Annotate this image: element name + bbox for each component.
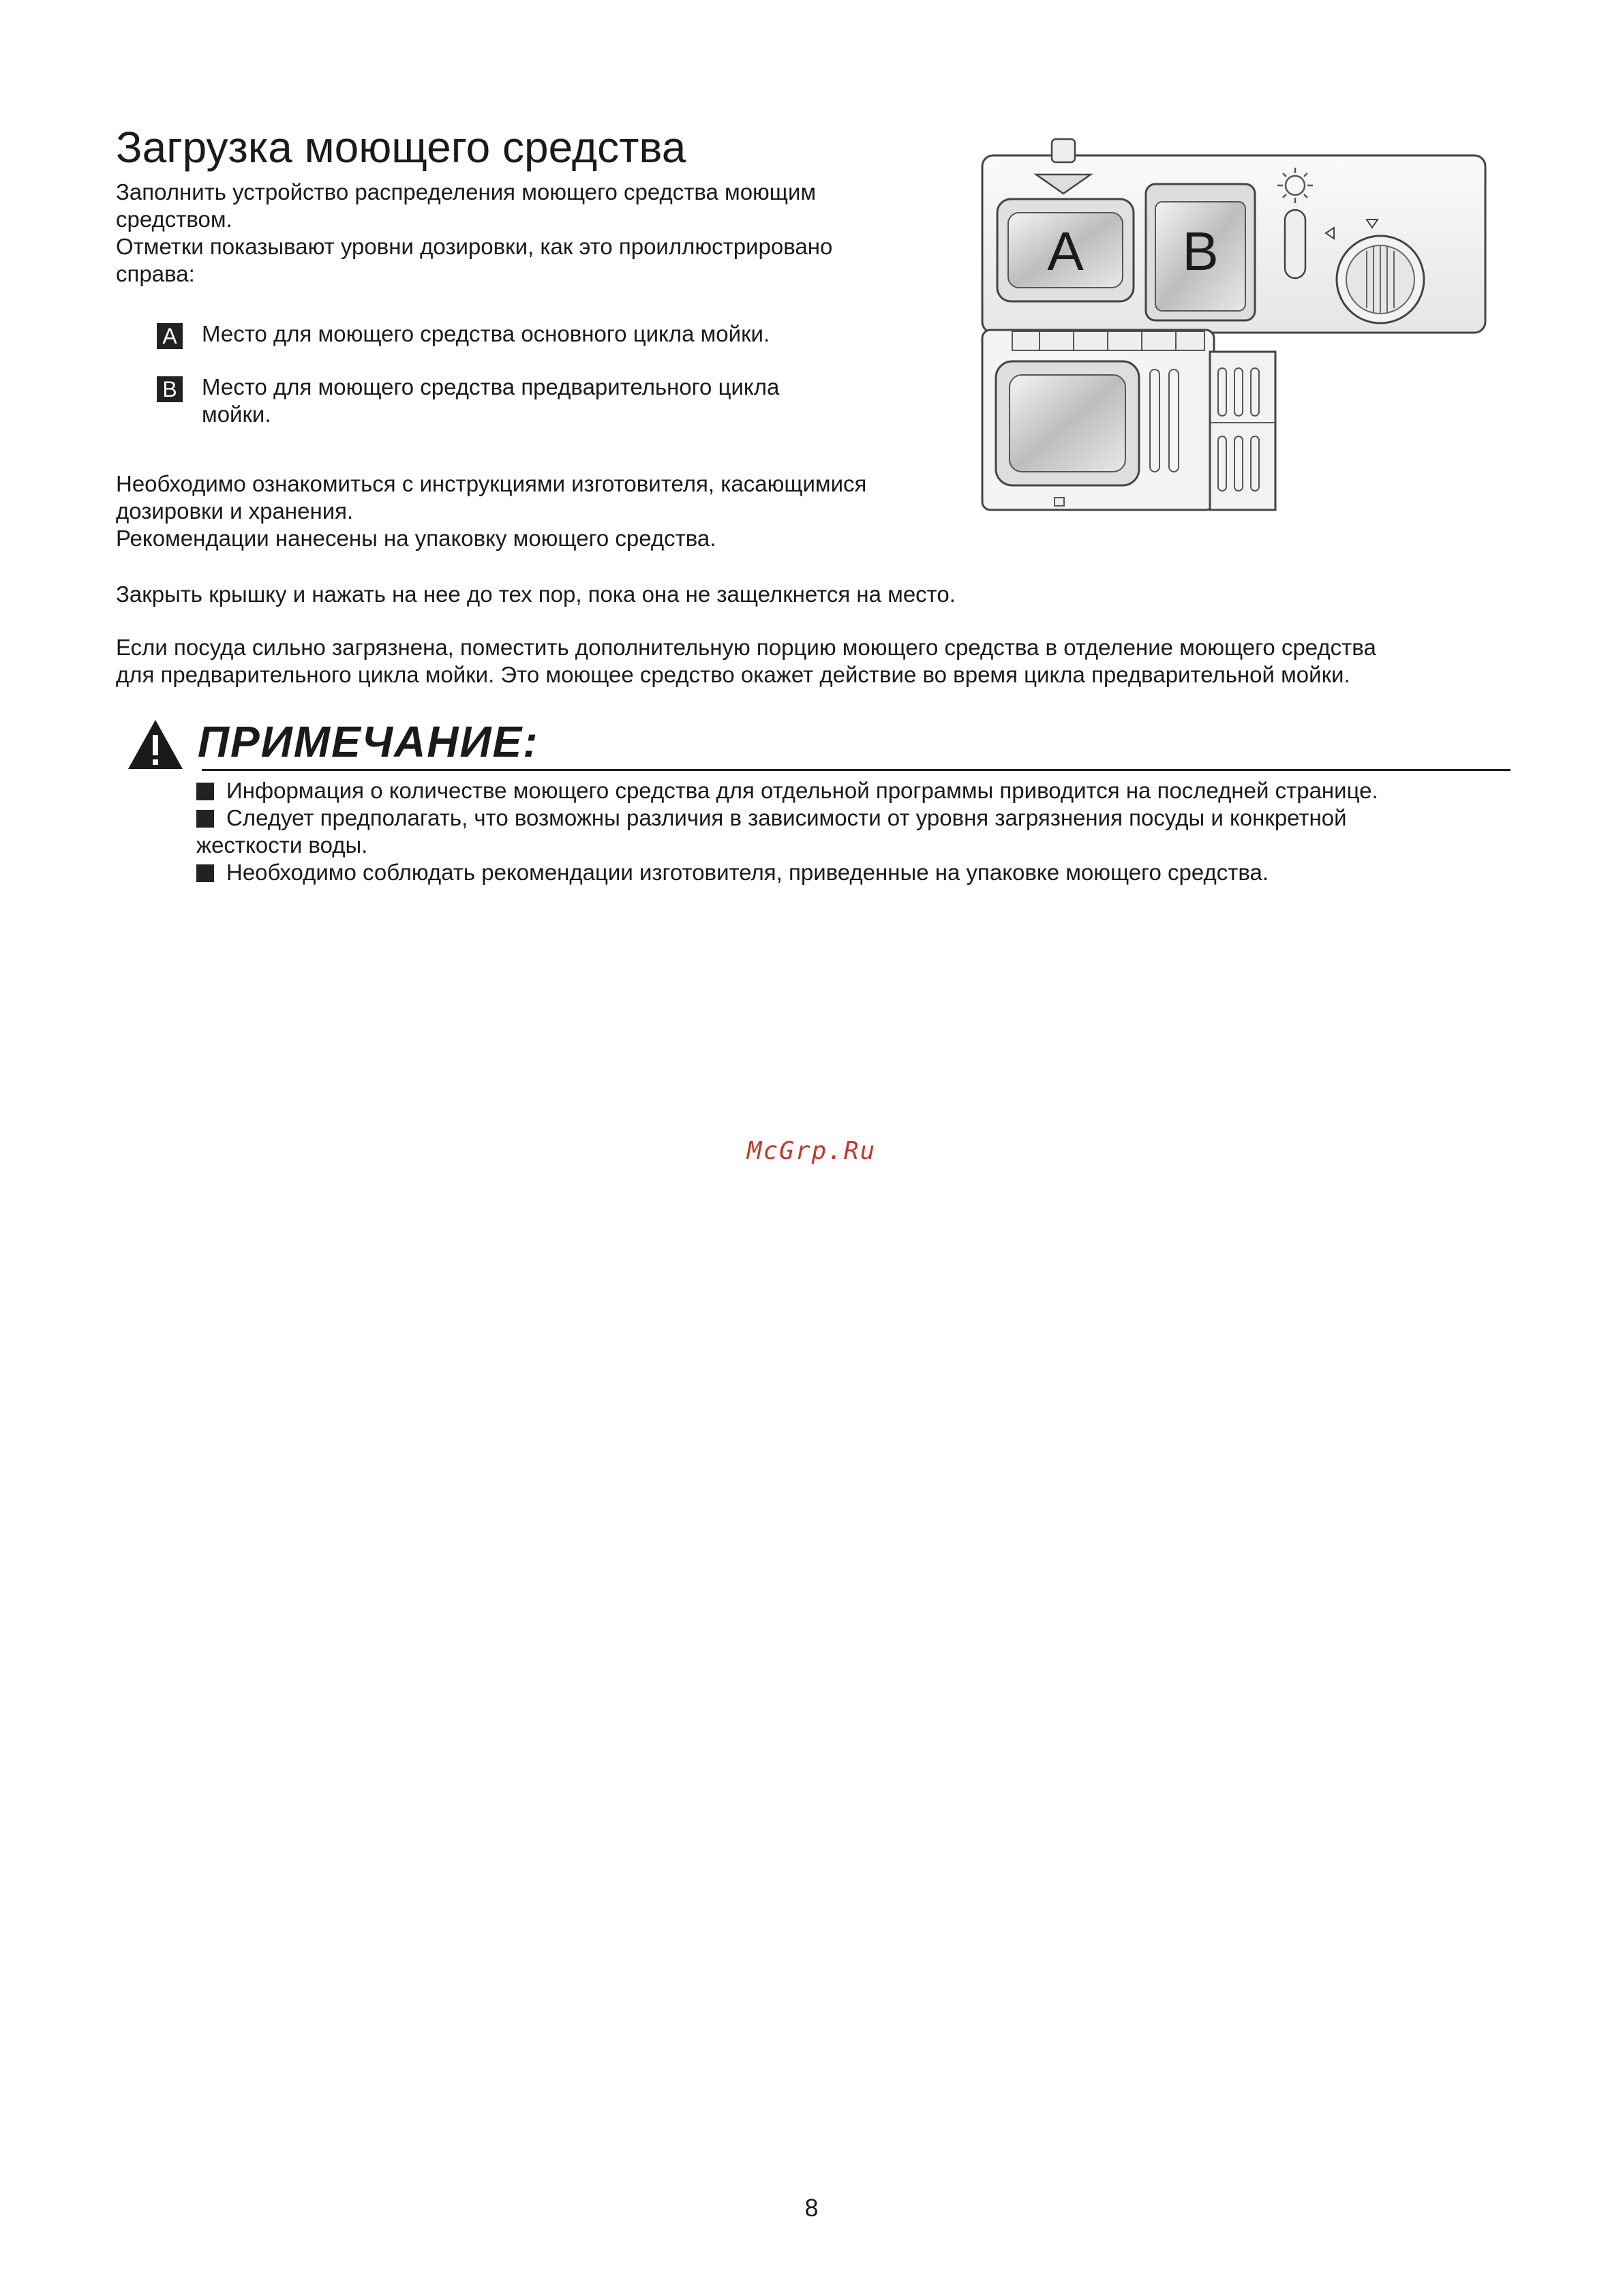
prewash-line: Если посуда сильно загрязнена, поместить дополнительную порцию моющего средства в отделение моющего средства [116, 635, 1376, 660]
note-item-continuation: жесткости воды. [196, 832, 368, 858]
legend-key-b: B [157, 376, 183, 402]
instructions-line: Необходимо ознакомиться с инструкциями изготовителя, касающимися [116, 471, 867, 496]
note-item-text: Следует предполагать, что возможны различия в зависимости от уровня загрязнения посуды и конкретной [226, 805, 1347, 830]
prewash-line: для предварительного цикла мойки. Это моющее средство окажет действие во время цикла предварительной мойки. [116, 662, 1350, 687]
legend-text-b [202, 374, 1020, 428]
note-item-text: Необходимо соблюдать рекомендации изготовителя, приведенные на упаковке моющего средства. [226, 860, 1269, 885]
dispenser-diagram [971, 136, 1496, 518]
intro-line: средством. [116, 207, 232, 232]
warning-icon [127, 719, 184, 770]
note-title: ПРИМЕЧАНИЕ: [198, 717, 539, 766]
legend-text-line: Место для моющего средства предварительного цикла [202, 374, 780, 399]
watermark: McGrp.Ru [746, 1137, 877, 1165]
prewash-paragraph [116, 634, 1547, 689]
page-title: Загрузка моющего средства [116, 123, 686, 172]
note-item [196, 777, 1512, 804]
note-item-text: Информация о количестве моющего средства для отдельной программы приводится на последней странице. [226, 778, 1378, 803]
instructions-paragraph [116, 470, 1002, 552]
page-number: 8 [804, 2194, 819, 2222]
note-item [196, 804, 1512, 832]
lid-cup [1010, 375, 1125, 472]
bullet-square-icon [196, 864, 214, 882]
latch [1052, 139, 1075, 162]
bullet-square-icon [196, 810, 214, 828]
bullet-square-icon [196, 783, 214, 800]
intro-line: Заполнить устройство распределения моющего средства моющим [116, 179, 817, 205]
note-divider [202, 769, 1511, 771]
instructions-line: дозировки и хранения. [116, 498, 354, 524]
instructions-line: Рекомендации нанесены на упаковку моющего средства. [116, 526, 716, 551]
note-list [196, 777, 1512, 886]
compartment-b-label: B [1182, 221, 1219, 282]
intro-paragraph [116, 179, 934, 288]
note-header [127, 719, 1511, 773]
legend-text-line: Место для моющего средства основного цикла мойки. [202, 321, 770, 346]
close-lid-paragraph: Закрыть крышку и нажать на нее до тех пор, пока она не защелкнется на место. [116, 581, 956, 607]
level-indicator [1285, 210, 1305, 278]
legend-text-a [202, 320, 1020, 348]
legend-key-a: A [157, 323, 183, 349]
intro-line: справа: [116, 261, 195, 286]
intro-line: Отметки показывают уровни дозировки, как это проиллюстрировано [116, 234, 833, 259]
note-item [196, 859, 1512, 886]
compartment-a-label: A [1047, 221, 1084, 282]
legend-text-line: мойки. [202, 402, 271, 427]
